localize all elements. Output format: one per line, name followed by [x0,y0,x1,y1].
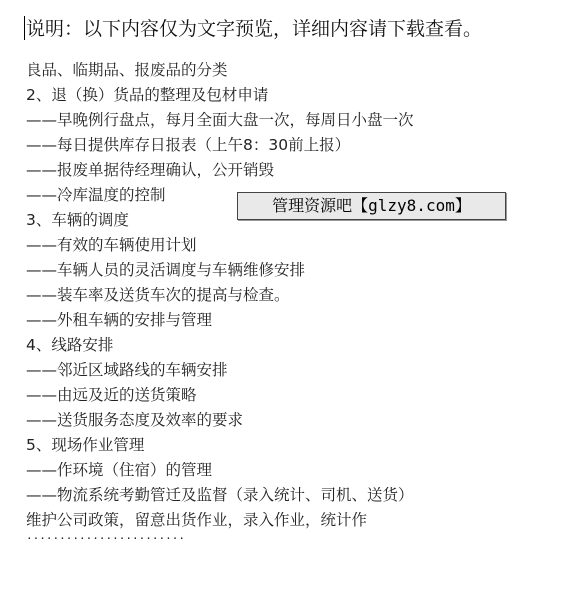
section-heading: 2、退（换）货品的整理及包材申请 [26,86,269,104]
list-item: ——冷库温度的控制 [26,186,166,204]
list-item: ——报废单据待经理确认，公开销毁 [26,161,275,179]
section-heading: 4、线路安排 [26,336,114,354]
list-item: ——每日提供库存日报表（上午8：30前上报） [26,136,351,154]
list-item: ——邻近区域路线的车辆安排 [26,361,228,379]
continuation-ellipsis: ························ [26,532,185,545]
list-item: ——由远及近的送货策略 [26,386,197,404]
preview-notice: 说明：以下内容仅为文字预览，详细内容请下载查看。 [26,18,483,40]
watermark-banner: 管理资源吧【glzy8.com】 [237,192,506,220]
section-heading: 5、现场作业管理 [26,436,145,454]
document-body [26,58,414,533]
list-item: ——有效的车辆使用计划 [26,236,197,254]
list-item: ——物流系统考勤管迁及监督（录入统计、司机、送货） [26,486,414,504]
list-item: ——早晚例行盘点，每月全面大盘一次，每周日小盘一次 [26,111,414,129]
list-item: ——送货服务态度及效率的要求 [26,411,244,429]
text-cursor [24,16,25,40]
list-item: ——车辆人员的灵活调度与车辆维修安排 [26,261,306,279]
list-item: ——作环境（住宿）的管理 [26,461,213,479]
text-line: 维护公司政策，留意出货作业，录入作业，统计作 [26,511,368,529]
list-item: ——外租车辆的安排与管理 [26,311,213,329]
text-line: 良品、临期品、报废品的分类 [26,61,228,79]
list-item: ——装车率及送货车次的提高与检查。 [26,286,290,304]
section-heading: 3、车辆的调度 [26,211,129,229]
